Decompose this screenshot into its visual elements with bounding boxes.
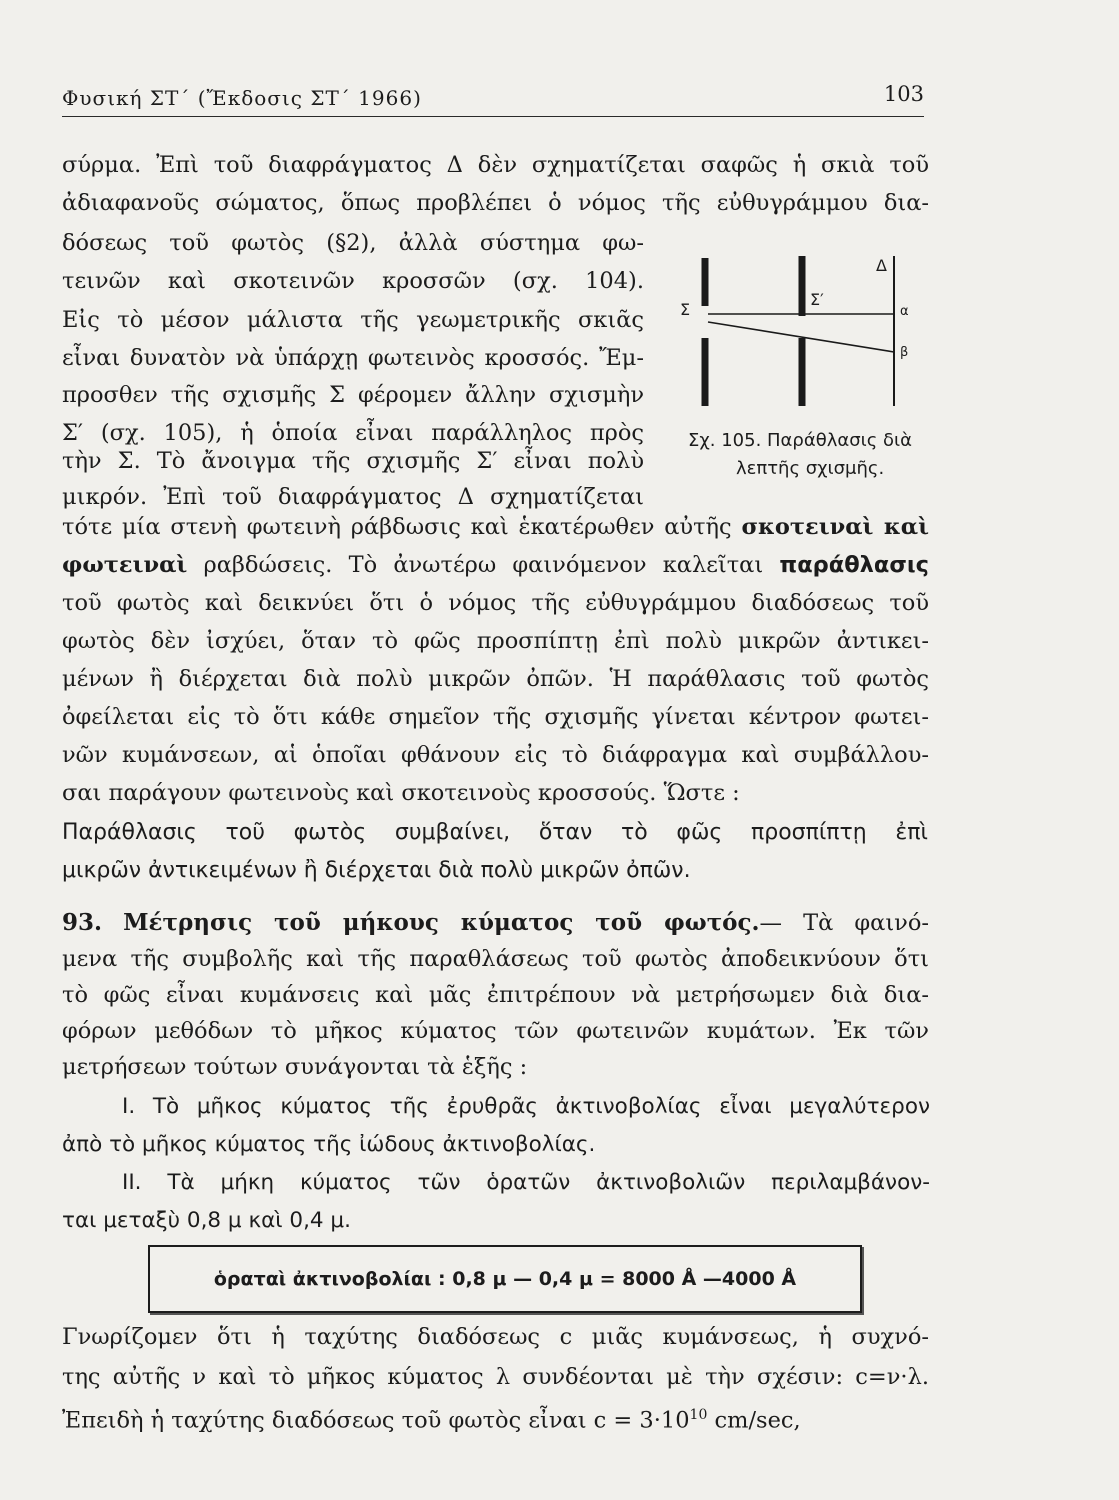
text-line: τοῦ φωτὸς καὶ δεικνύει ὅτι ὁ νόμος τῆς εὐθυγράμμου διαδόσεως τοῦ bbox=[62, 590, 929, 616]
text-line: ἀδιαφανοῦς σώματος, ὅπως προβλέπει ὁ νόμος τῆς εὐθυγράμμου δια- bbox=[62, 190, 929, 216]
boxed-formula: ὁραταὶ ἀκτινοβολίαι : 0,8 μ — 0,4 μ = 8000 Å —4000 Å bbox=[148, 1245, 862, 1313]
list-item: ται μεταξὺ 0,8 μ καὶ 0,4 μ. bbox=[62, 1208, 351, 1233]
section-number: 93. bbox=[62, 909, 103, 936]
exponent: 10 bbox=[689, 1407, 708, 1423]
label-delta: Δ bbox=[876, 256, 887, 275]
text-line: τὴν Σ. Τὸ ἄνοιγμα τῆς σχισμῆς Σ′ εἶναι πολὺ bbox=[62, 448, 644, 474]
text-line: τὸ φῶς εἶναι κυμάνσεις καὶ μᾶς ἐπιτρέπουν νὰ μετρήσωμεν διὰ δια- bbox=[62, 982, 929, 1008]
text-line: μενα τῆς συμβολῆς καὶ τῆς παραθλάσεως τοῦ φωτὸς ἀποδεικνύουν ὅτι bbox=[62, 946, 929, 972]
text-line: νῶν κυμάνσεων, αἱ ὁποῖαι φθάνουν εἰς τὸ διάφραγμα καὶ συμβάλλου- bbox=[62, 742, 929, 768]
text-line: ὀφείλεται εἰς τὸ ὅτι κάθε σημεῖον τῆς σχισμῆς γίνεται κέντρον φωτει- bbox=[62, 704, 929, 730]
text-line: της αὐτῆς ν καὶ τὸ μῆκος κύματος λ συνδέονται μὲ τὴν σχέσιν: c=ν·λ. bbox=[62, 1364, 929, 1390]
unit-text: cm/sec, bbox=[707, 1407, 801, 1434]
section-heading-line bbox=[62, 908, 929, 938]
label-alpha: α bbox=[900, 304, 909, 319]
section-title: Μέτρησις τοῦ μήκους κύματος τοῦ φωτός. bbox=[123, 909, 760, 936]
page-header bbox=[62, 82, 924, 117]
text-line bbox=[62, 512, 929, 542]
label-sigma-prime: Σ′ bbox=[810, 290, 824, 309]
figure-caption-line2: λεπτῆς σχισμῆς. bbox=[736, 458, 885, 479]
figure-105 bbox=[668, 248, 930, 500]
page-number: 103 bbox=[883, 82, 924, 106]
text-line: μικρόν. Ἐπὶ τοῦ διαφράγματος Δ σχηματίζεται bbox=[62, 484, 644, 510]
rule-line: Παράθλασις τοῦ φωτὸς συμβαίνει, ὅταν τὸ φῶς προσπίπτῃ ἐπὶ bbox=[62, 820, 928, 845]
text-line: μένων ἢ διέρχεται διὰ πολὺ μικρῶν ὀπῶν. Ἡ παράθλασις τοῦ φωτὸς bbox=[62, 666, 929, 692]
text-span: Ἐπειδὴ ἡ ταχύτης διαδόσεως τοῦ φωτὸς εἶναι c = 3·10 bbox=[62, 1407, 690, 1434]
text-line: μετρήσεων τούτων συνάγονται τὰ ἑξῆς : bbox=[62, 1054, 528, 1080]
text-span: τότε μία στενὴ φωτεινὴ ράβδωσις καὶ ἑκατέρωθεν αὐτῆς bbox=[62, 514, 742, 540]
list-item: I. Τὸ μῆκος κύματος τῆς ἐρυθρᾶς ἀκτινοβολίας εἶναι μεγαλύτερον bbox=[122, 1094, 930, 1119]
diffraction-diagram bbox=[668, 248, 930, 423]
text-line: τεινῶν καὶ σκοτεινῶν κροσσῶν (σχ. 104). bbox=[62, 268, 644, 294]
bold-phrase: φωτειναὶ bbox=[62, 552, 188, 578]
text-line: Γνωρίζομεν ὅτι ἡ ταχύτης διαδόσεως c μιᾶς κυμάνσεως, ἡ συχνό- bbox=[62, 1324, 929, 1350]
text-line: Εἰς τὸ μέσον μάλιστα τῆς γεωμετρικῆς σκιᾶς bbox=[62, 307, 644, 333]
text-line: σύρμα. Ἐπὶ τοῦ διαφράγματος Δ δὲν σχηματίζεται σαφῶς ἡ σκιὰ τοῦ bbox=[62, 152, 929, 178]
label-sigma: Σ bbox=[680, 300, 691, 319]
label-beta: β bbox=[900, 345, 909, 360]
text-line bbox=[62, 1400, 942, 1434]
rule-line: μικρῶν ἀντικειμένων ἢ διέρχεται διὰ πολὺ μικρῶν ὀπῶν. bbox=[62, 858, 691, 883]
section-lead: — Τὰ φαινό- bbox=[759, 910, 929, 936]
text-line: δόσεως τοῦ φωτὸς (§2), ἀλλὰ σύστημα φω- bbox=[62, 230, 644, 256]
text-line: φόρων μεθόδων τὸ μῆκος κύματος τῶν φωτεινῶν κυμάτων. Ἐκ τῶν bbox=[62, 1018, 929, 1044]
bold-phrase: σκοτειναὶ καὶ bbox=[741, 514, 929, 540]
term-parathlasis: παράθλασις bbox=[779, 552, 929, 578]
text-line: φωτὸς δὲν ἰσχύει, ὅταν τὸ φῶς προσπίπτῃ ἐπὶ πολὺ μικρῶν ἀντικει- bbox=[62, 628, 929, 654]
text-line: εἶναι δυνατὸν νὰ ὑπάρχῃ φωτεινὸς κροσσός. Ἔμ- bbox=[62, 345, 644, 371]
text-line: σαι παράγουν φωτεινοὺς καὶ σκοτεινοὺς κροσσούς. Ὥστε : bbox=[62, 780, 740, 806]
text-line: Σ′ (σχ. 105), ἡ ὁποία εἶναι παράλληλος πρὸς bbox=[62, 420, 644, 446]
list-item: II. Τὰ μήκη κύματος τῶν ὁρατῶν ἀκτινοβολιῶν περιλαμβάνον- bbox=[122, 1170, 930, 1195]
list-item: ἀπὸ τὸ μῆκος κύματος τῆς ἰώδους ἀκτινοβολίας. bbox=[62, 1132, 596, 1157]
running-title: Φυσική ΣΤ΄ (Ἔκδοσις ΣΤ΄ 1966) bbox=[62, 86, 422, 110]
text-line: προσθεν τῆς σχισμῆς Σ φέρομεν ἄλλην σχισμὴν bbox=[62, 382, 644, 408]
text-line bbox=[62, 550, 929, 580]
text-span: ραβδώσεις. Τὸ ἀνωτέρω φαινόμενον καλεῖται bbox=[187, 552, 780, 578]
figure-caption-line1: Σχ. 105. Παράθλασις διὰ bbox=[688, 430, 912, 451]
